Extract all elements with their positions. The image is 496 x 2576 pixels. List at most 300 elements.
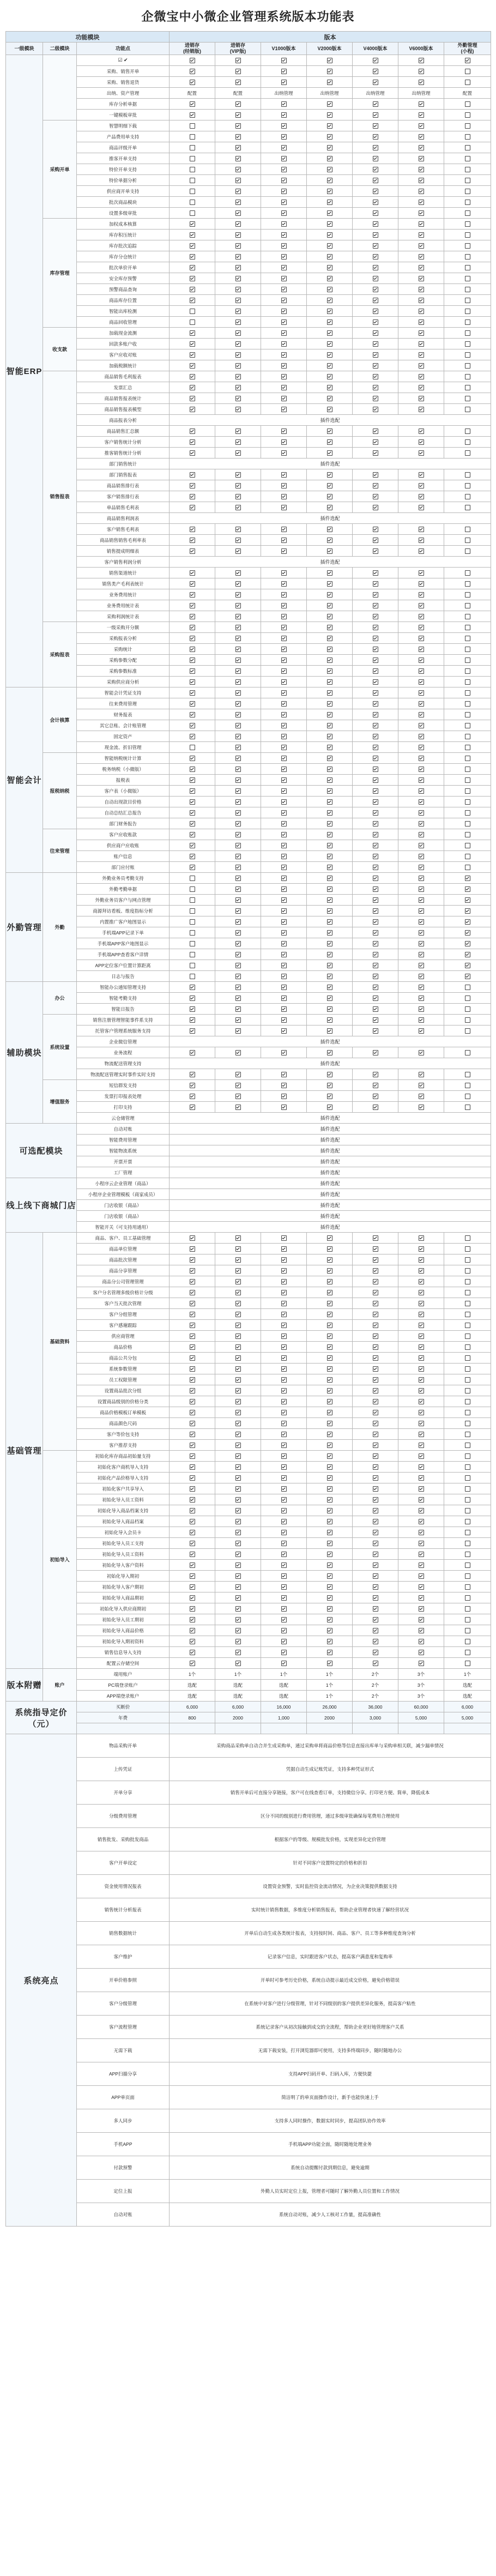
check-cell [353, 437, 398, 448]
table-row [6, 2180, 491, 2203]
check-cell [170, 1298, 215, 1309]
empty-box-icon [465, 254, 470, 260]
value-cell: 6,000 [170, 1702, 215, 1712]
checked-box-icon [281, 810, 287, 816]
check-cell [353, 960, 398, 971]
header-row [6, 32, 491, 43]
checked-box-icon [419, 298, 424, 303]
table-row [6, 513, 491, 524]
check-cell [215, 818, 261, 829]
checked-box-icon [281, 592, 287, 598]
empty-box-icon [465, 1639, 470, 1644]
check-cell [261, 208, 307, 219]
check-cell [444, 1582, 491, 1592]
checked-box-icon [281, 919, 287, 925]
check-cell [170, 644, 215, 655]
checked-box-icon [327, 200, 332, 205]
check-cell [261, 666, 307, 677]
check-cell [444, 153, 491, 164]
table-row [6, 1734, 491, 1758]
check-cell [261, 611, 307, 622]
group-label: 采购报表 [43, 622, 77, 687]
empty-box-icon [465, 1301, 470, 1306]
checked-box-icon [327, 1050, 332, 1055]
check-cell [444, 1265, 491, 1276]
checked-box-icon [235, 581, 241, 587]
check-cell [170, 153, 215, 164]
checked-box-icon [419, 614, 424, 619]
checked-box-icon [373, 1344, 378, 1350]
check-cell [307, 1451, 353, 1462]
description-cell: 采购商品采购单自动合并生成采购单，通过采购单将商品价格等信息直接出库单与采购单相关联，减少漏单情况 [170, 1734, 491, 1758]
checked-box-icon [419, 1475, 424, 1481]
check-cell [307, 731, 353, 742]
check-cell [307, 1287, 353, 1298]
checked-box-icon [373, 352, 378, 358]
check-cell [215, 644, 261, 655]
checked-box-icon [419, 625, 424, 630]
checked-box-icon [281, 472, 287, 478]
empty-box-icon [465, 767, 470, 772]
value-cell: 2个 [353, 1691, 398, 1702]
check-cell [215, 775, 261, 786]
checked-box-icon [281, 1257, 287, 1263]
checked-box-icon [190, 221, 195, 227]
check-cell [353, 1571, 398, 1582]
function-name: 多人同步 [77, 2109, 170, 2133]
checked-box-icon [373, 1530, 378, 1535]
checked-box-icon [281, 450, 287, 456]
function-name: 客户销售毛利表 [77, 524, 170, 535]
check-cell [398, 982, 444, 993]
empty-box-icon [465, 592, 470, 598]
table-row [6, 186, 491, 197]
checked-box-icon [190, 1650, 195, 1655]
check-cell [398, 1254, 444, 1265]
check-cell [215, 142, 261, 153]
checked-box-icon [235, 112, 241, 118]
empty-box-icon [190, 309, 195, 314]
checked-box-icon [419, 1006, 424, 1012]
check-cell [444, 219, 491, 230]
description-cell: 系统自动对账，减少人工核对工作量，提高准确性 [170, 2203, 491, 2227]
checked-box-icon [419, 723, 424, 728]
checked-box-icon [373, 1355, 378, 1361]
value-cell: 5,000 [444, 1712, 491, 1723]
checked-box-icon [281, 352, 287, 358]
check-cell [170, 480, 215, 491]
check-cell [261, 709, 307, 720]
check-cell [261, 1429, 307, 1440]
check-cell [170, 110, 215, 120]
check-cell [170, 546, 215, 557]
checked-box-icon [419, 886, 424, 892]
checked-box-icon [190, 854, 195, 859]
check-cell [398, 666, 444, 677]
checked-box-icon [281, 232, 287, 238]
check-cell [261, 77, 307, 88]
checked-box-icon [419, 668, 424, 674]
checked-box-icon [419, 112, 424, 118]
checked-box-icon [419, 799, 424, 805]
checked-box-icon [419, 941, 424, 946]
checked-box-icon [190, 1050, 195, 1055]
table-row [6, 1702, 491, 1712]
checked-box-icon [281, 1453, 287, 1459]
function-name: 智能考勤支持 [77, 993, 170, 1004]
check-cell [261, 1418, 307, 1429]
empty-box-icon [465, 1399, 470, 1404]
addon-cell: 插件选配 [170, 1135, 491, 1145]
table-row [6, 1145, 491, 1156]
checked-box-icon [419, 876, 424, 881]
checked-box-icon [327, 232, 332, 238]
function-name: 加载税额统计 [77, 360, 170, 371]
description-cell: 在系统中对客户进行分级管理，针对不同级别的客户提供差异化服务，提高客户粘性 [170, 1992, 491, 2016]
check-cell [444, 99, 491, 110]
check-cell [261, 1407, 307, 1418]
check-cell [215, 480, 261, 491]
check-cell [215, 273, 261, 284]
check-cell [353, 807, 398, 818]
check-cell [307, 807, 353, 818]
checked-box-icon [281, 548, 287, 554]
checked-box-icon [419, 1279, 424, 1284]
check-cell [398, 1549, 444, 1560]
check-cell [215, 1244, 261, 1254]
check-cell [444, 1451, 491, 1462]
check-cell [215, 600, 261, 611]
checked-box-icon [235, 1639, 241, 1644]
checked-box-icon [235, 963, 241, 968]
checked-box-icon [327, 101, 332, 107]
check-cell [307, 339, 353, 349]
table-row [6, 240, 491, 251]
check-cell [398, 1440, 444, 1451]
check-cell [307, 1538, 353, 1549]
checked-box-icon [419, 178, 424, 183]
empty-box-icon [465, 701, 470, 707]
table-row [6, 960, 491, 971]
check-cell [444, 1004, 491, 1015]
check-cell [215, 404, 261, 415]
checked-box-icon [190, 1290, 195, 1295]
checked-box-icon [327, 821, 332, 827]
description-cell: 记录客户信息，实时跟进客户状态，提高客户满意度和复购率 [170, 1945, 491, 1969]
checked-box-icon [327, 396, 332, 401]
checked-box-icon [373, 777, 378, 783]
checked-box-icon [190, 1388, 195, 1393]
check-cell [398, 306, 444, 317]
checked-box-icon [327, 614, 332, 619]
check-cell [307, 840, 353, 851]
checked-box-icon [235, 1432, 241, 1437]
checked-box-icon [190, 1617, 195, 1622]
checked-box-icon [373, 439, 378, 445]
checked-box-icon [465, 876, 470, 881]
checked-box-icon [190, 865, 195, 870]
function-name: 商品回收管理 [77, 317, 170, 328]
check-cell [444, 284, 491, 295]
checked-box-icon [281, 1584, 287, 1590]
checked-box-icon [281, 657, 287, 663]
check-cell [444, 110, 491, 120]
check-cell [261, 851, 307, 862]
checked-box-icon [281, 1432, 287, 1437]
check-cell [307, 1636, 353, 1647]
function-name: 业务流程 [77, 1047, 170, 1058]
checked-box-icon [190, 352, 195, 358]
checked-box-icon [190, 548, 195, 554]
checked-box-icon [373, 647, 378, 652]
check-cell [444, 1385, 491, 1396]
check-cell [170, 840, 215, 851]
check-cell [170, 916, 215, 927]
checked-box-icon [281, 1410, 287, 1415]
check-cell [170, 1440, 215, 1451]
checked-box-icon [327, 505, 332, 510]
function-name: 日志与报告 [77, 971, 170, 982]
checked-box-icon [327, 908, 332, 914]
check-cell [215, 1647, 261, 1658]
table-row [6, 1385, 491, 1396]
checked-box-icon [235, 167, 241, 172]
table-row [6, 524, 491, 535]
function-name: 企业微信管理 [77, 1036, 170, 1047]
checked-box-icon [373, 701, 378, 707]
checked-box-icon [281, 581, 287, 587]
empty-box-icon [465, 352, 470, 358]
checked-box-icon [281, 799, 287, 805]
check-cell [307, 1004, 353, 1015]
check-cell [170, 611, 215, 622]
function-name: 客户销售统计分析 [77, 437, 170, 448]
function-name: 短信群发支持 [77, 1080, 170, 1091]
table-row [6, 1571, 491, 1582]
function-name: 销售注册管理智能事件系支持 [77, 1015, 170, 1025]
checked-box-icon [281, 1530, 287, 1535]
check-cell [170, 502, 215, 513]
checked-box-icon [235, 243, 241, 249]
check-cell [170, 1462, 215, 1473]
checked-box-icon [327, 930, 332, 936]
table-row [6, 1851, 491, 1875]
checked-box-icon [235, 352, 241, 358]
check-cell [353, 949, 398, 960]
check-cell [170, 960, 215, 971]
check-cell [170, 393, 215, 404]
checked-box-icon [235, 1573, 241, 1579]
check-cell [215, 1462, 261, 1473]
checked-box-icon [419, 167, 424, 172]
checked-box-icon [419, 821, 424, 827]
check-cell [444, 1364, 491, 1374]
check-cell [170, 1080, 215, 1091]
check-cell [215, 1385, 261, 1396]
checked-box-icon [235, 1017, 241, 1023]
check-cell [261, 1560, 307, 1571]
check-cell [353, 1233, 398, 1244]
table-row [6, 2086, 491, 2109]
function-name: 客户流程管理 [77, 2016, 170, 2039]
checked-box-icon [281, 1421, 287, 1426]
empty-box-icon [465, 298, 470, 303]
check-cell [215, 284, 261, 295]
checked-box-icon [419, 450, 424, 456]
check-cell [353, 546, 398, 557]
checked-box-icon [327, 221, 332, 227]
checked-box-icon [190, 843, 195, 848]
check-cell [261, 1603, 307, 1614]
checked-box-icon [327, 974, 332, 979]
check-cell [353, 1309, 398, 1320]
check-cell [307, 306, 353, 317]
checked-box-icon [190, 1595, 195, 1601]
check-cell [353, 906, 398, 916]
check-cell [444, 66, 491, 77]
checked-box-icon [281, 712, 287, 717]
check-cell [353, 208, 398, 219]
function-name: 端用账户 [77, 1669, 170, 1680]
table-row [6, 993, 491, 1004]
checked-box-icon [419, 1050, 424, 1055]
checked-box-icon [190, 1235, 195, 1241]
checked-box-icon [281, 1235, 287, 1241]
function-name: 报税表 [77, 775, 170, 786]
table-row [6, 77, 491, 88]
checked-box-icon [190, 243, 195, 249]
empty-box-icon [190, 189, 195, 194]
checked-box-icon [419, 930, 424, 936]
checked-box-icon [419, 1246, 424, 1252]
checked-box-icon [373, 1563, 378, 1568]
table-row [6, 1287, 491, 1298]
checked-box-icon [190, 1519, 195, 1524]
checked-box-icon [373, 788, 378, 794]
check-cell [215, 1614, 261, 1625]
empty-box-icon [465, 1344, 470, 1350]
check-cell [215, 589, 261, 600]
checked-box-icon [373, 614, 378, 619]
checked-box-icon [419, 1072, 424, 1077]
check-cell [444, 742, 491, 753]
checked-box-icon [281, 679, 287, 685]
check-cell [215, 873, 261, 884]
checked-box-icon [419, 472, 424, 478]
checked-box-icon [327, 1508, 332, 1513]
checked-box-icon [235, 734, 241, 739]
value-cell: 选配 [444, 1680, 491, 1691]
table-row [6, 2016, 491, 2039]
check-cell [170, 1614, 215, 1625]
check-cell [398, 1385, 444, 1396]
function-name: 税务纳税（小微版） [77, 764, 170, 775]
checked-box-icon [419, 1453, 424, 1459]
checked-box-icon [235, 1006, 241, 1012]
check-cell [215, 306, 261, 317]
checked-box-icon [190, 679, 195, 685]
value-cell: 3个 [398, 1669, 444, 1680]
check-cell [353, 687, 398, 698]
checked-box-icon [190, 1006, 195, 1012]
check-cell [170, 568, 215, 578]
check-cell [353, 1483, 398, 1494]
checked-box-icon [327, 1617, 332, 1622]
checked-box-icon [373, 374, 378, 379]
check-cell [307, 393, 353, 404]
check-cell [170, 1603, 215, 1614]
table-row [6, 2109, 491, 2133]
function-name: 商品价格 [77, 1342, 170, 1353]
checked-box-icon [235, 309, 241, 314]
check-cell [261, 1451, 307, 1462]
checked-box-icon [465, 952, 470, 957]
function-name: 产品费用单支持 [77, 131, 170, 142]
check-cell [261, 1636, 307, 1647]
checked-box-icon [327, 919, 332, 925]
check-cell [170, 1473, 215, 1483]
empty-box-icon [465, 538, 470, 543]
checked-box-icon [373, 1421, 378, 1426]
check-cell [215, 1429, 261, 1440]
group-label: 外勤 [43, 873, 77, 982]
check-cell [444, 1462, 491, 1473]
table-row [6, 1036, 491, 1047]
check-cell [353, 1538, 398, 1549]
table-row [6, 1723, 491, 1734]
check-cell [261, 251, 307, 262]
table-row [6, 916, 491, 927]
check-cell [215, 1603, 261, 1614]
check-cell [215, 317, 261, 328]
checked-box-icon [235, 1312, 241, 1317]
checked-box-icon [373, 679, 378, 685]
checked-box-icon [327, 385, 332, 390]
checked-box-icon [235, 1355, 241, 1361]
check-cell [261, 317, 307, 328]
check-cell [398, 578, 444, 589]
check-cell [353, 1254, 398, 1265]
empty-box-icon [465, 276, 470, 281]
checked-box-icon [235, 1235, 241, 1241]
check-cell [307, 546, 353, 557]
description-cell: 开单后自动生成各类统计报表，支持按时间、商品、客户、员工等多种维度查询分析 [170, 1922, 491, 1945]
check-cell [307, 1647, 353, 1658]
table-row [6, 1560, 491, 1571]
check-cell [261, 448, 307, 459]
check-cell [215, 1625, 261, 1636]
value-cell: 1个 [261, 1669, 307, 1680]
checked-box-icon [419, 777, 424, 783]
check-cell [398, 568, 444, 578]
check-cell [307, 175, 353, 186]
function-name: 推客开单支持 [77, 153, 170, 164]
checked-box-icon [281, 854, 287, 859]
function-name: 自动对账 [77, 1124, 170, 1135]
function-name: 批次单价开单 [77, 262, 170, 273]
checked-box-icon [281, 1028, 287, 1034]
check-cell [261, 873, 307, 884]
checked-box-icon [327, 668, 332, 674]
check-cell [353, 502, 398, 513]
checked-box-icon [281, 538, 287, 543]
check-cell [353, 938, 398, 949]
checked-box-icon [281, 1334, 287, 1339]
checked-box-icon [190, 1475, 195, 1481]
checked-box-icon [235, 1246, 241, 1252]
checked-box-icon [327, 58, 332, 63]
check-cell [170, 142, 215, 153]
